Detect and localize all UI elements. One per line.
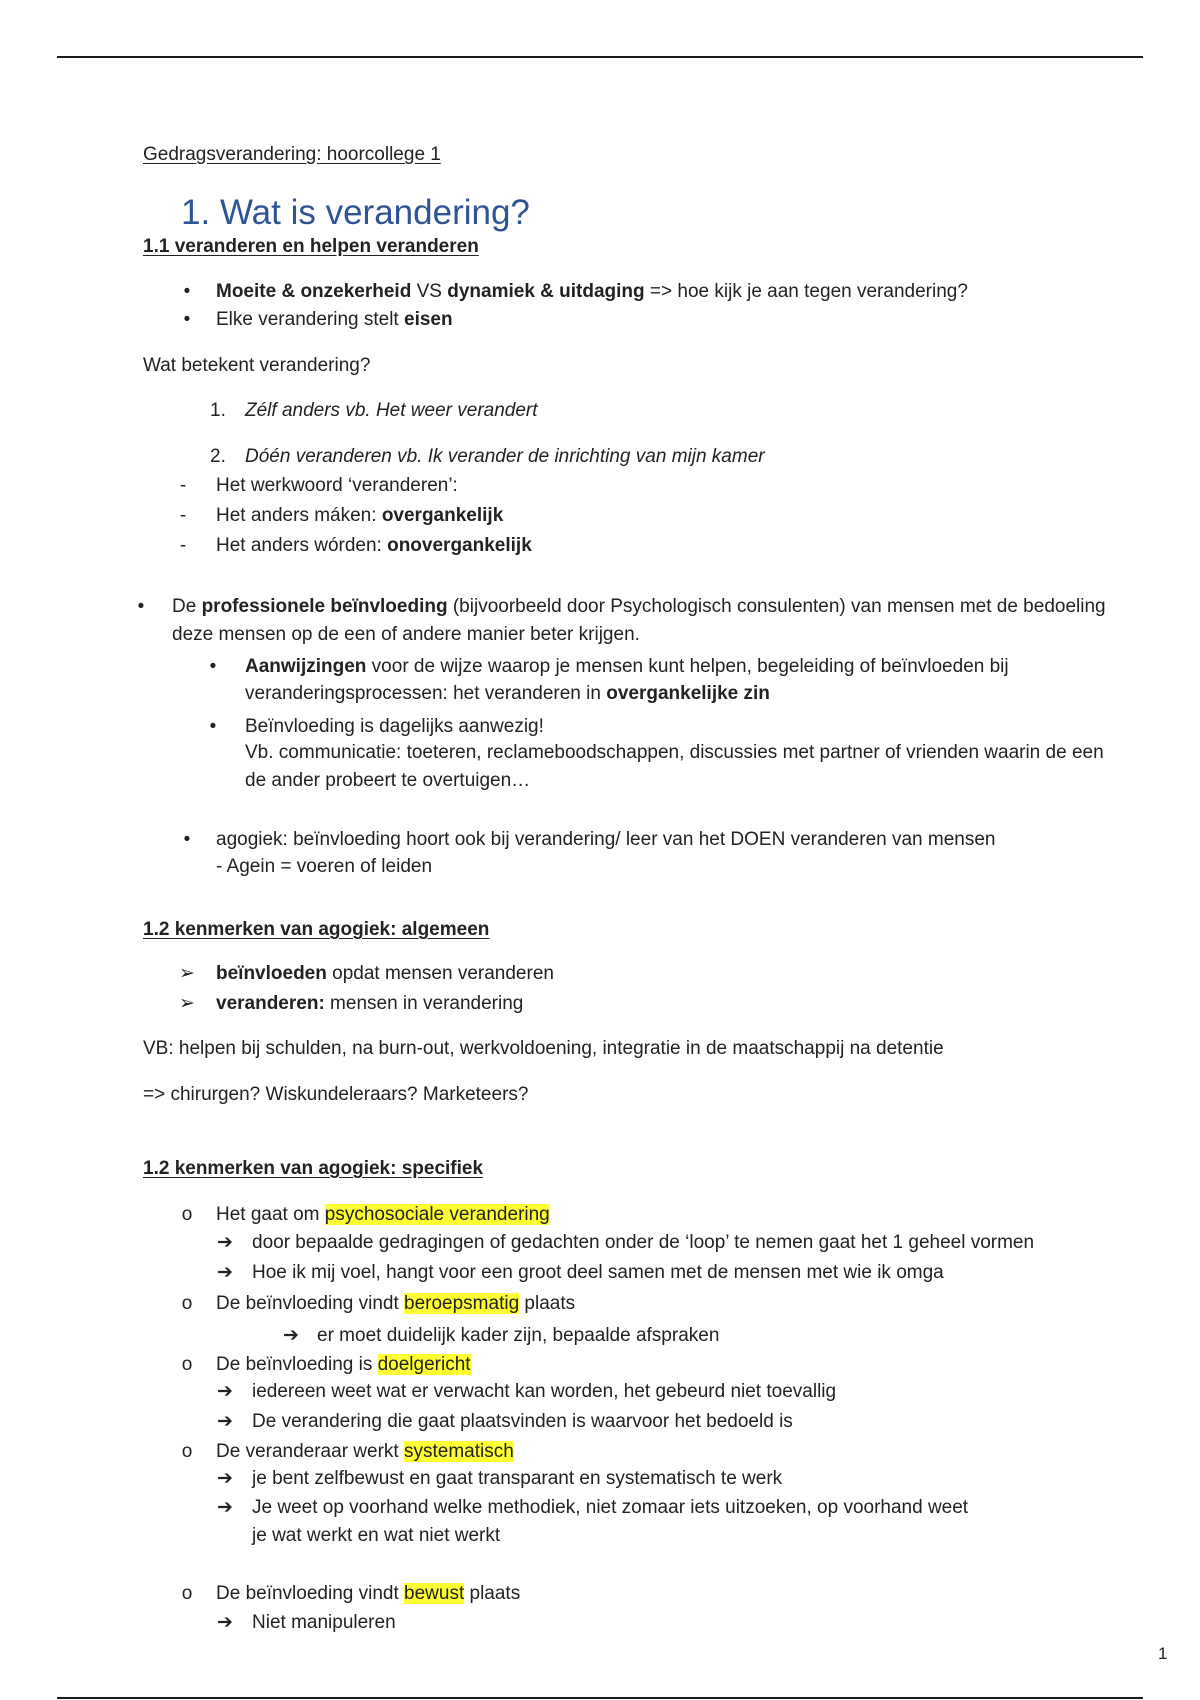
text: (bijvoorbeeld door Psychologisch consulenten) van mensen met de bedoeling [447, 596, 1106, 617]
sub-list-item: iedereen weet wat er verwacht kan worden, het gebeurd niet toevallig [252, 1381, 837, 1402]
dash-marker: - [179, 475, 187, 496]
bold-text: dynamiek & uitdaging [447, 281, 645, 302]
list-item [216, 1438, 514, 1466]
circle-marker: o [181, 1354, 193, 1375]
arrowhead-marker: ➢ [179, 963, 195, 984]
dash-marker: - [179, 505, 187, 526]
bold-text: onovergankelijk [387, 535, 532, 556]
text: De beïnvloeding vindt [216, 1583, 405, 1604]
bold-text: overgankelijke zin [606, 683, 770, 704]
heading-text: Wat is verandering? [219, 193, 530, 232]
sub-list-item-continuation: je wat werkt en wat niet werkt [252, 1525, 501, 1546]
sub-list-item [245, 653, 1009, 681]
text: => hoe kijk je aan tegen verandering? [644, 281, 968, 302]
text: voor de wijze waarop je mensen kunt helpen, begeleiding of beïnvloeden bij [366, 656, 1009, 677]
list-item [172, 593, 1106, 621]
highlighted-text: systematisch [403, 1441, 514, 1462]
bold-text: Aanwijzingen [245, 656, 367, 677]
text: Het gaat om [216, 1204, 325, 1225]
arrow-marker: ➔ [283, 1325, 299, 1346]
footer-rule [57, 1697, 1143, 1699]
numbered-item-text: Dóén veranderen vb. Ik verander de inrichting van mijn kamer [245, 446, 765, 467]
bullet-marker: • [137, 596, 145, 617]
list-item [216, 960, 554, 988]
list-item [216, 472, 458, 500]
example-text: VB: helpen bij schulden, na burn-out, werkvoldoening, integratie in de maatschappij na detentie [143, 1038, 944, 1059]
list-item [216, 1351, 471, 1379]
bullet-marker: • [183, 829, 191, 850]
text: VS [411, 281, 448, 302]
text: Het anders wórden: [216, 535, 388, 556]
text: plaats [464, 1583, 521, 1604]
circle-marker: o [181, 1583, 193, 1604]
page-number: 1 [1158, 1644, 1168, 1663]
arrow-marker: ➔ [217, 1612, 233, 1633]
text: opdat mensen veranderen [326, 963, 554, 984]
section-title-1-2-specifiek: 1.2 kenmerken van agogiek: specifiek [143, 1158, 484, 1179]
list-item-continuation: deze mensen op de een of andere manier beter krijgen. [172, 624, 640, 645]
doc-title: Gedragsverandering: hoorcollege 1 [143, 144, 441, 165]
sub-list-item: er moet duidelijk kader zijn, bepaalde afspraken [317, 1325, 720, 1346]
arrow-marker: ➔ [217, 1411, 233, 1432]
list-item [216, 990, 523, 1018]
heading-1 [181, 191, 530, 235]
text: De beïnvloeding is [216, 1354, 378, 1375]
arrow-marker: ➔ [217, 1497, 233, 1518]
heading-number: 1. [181, 193, 211, 232]
sub-list-item: Niet manipuleren [252, 1612, 396, 1633]
text: mensen in verandering [324, 993, 524, 1014]
section-title-1-1: 1.1 veranderen en helpen veranderen [143, 236, 479, 257]
text: De [172, 596, 202, 617]
text: Het werkwoord ‘veranderen’: [216, 475, 458, 496]
sub-list-item: Beïnvloeding is dagelijks aanwezig! [245, 716, 544, 737]
highlighted-text: doelgericht [377, 1354, 471, 1375]
highlighted-text: bewust [404, 1583, 465, 1604]
arrow-marker: ➔ [217, 1381, 233, 1402]
bold-text: beïnvloeden [216, 963, 327, 984]
section-title-1-2-algemeen: 1.2 kenmerken van agogiek: algemeen [143, 919, 490, 940]
bold-text: veranderen: [216, 993, 325, 1014]
sub-list-item: door bepaalde gedragingen of gedachten onder de ‘loop’ te nemen gaat het 1 geheel vormen [252, 1232, 1035, 1253]
text: plaats [519, 1293, 576, 1314]
header-rule [57, 56, 1143, 58]
text: De beïnvloeding vindt [216, 1293, 405, 1314]
highlighted-text: beroepsmatig [404, 1293, 520, 1314]
arrowhead-marker: ➢ [179, 993, 195, 1014]
arrow-marker: ➔ [217, 1262, 233, 1283]
circle-marker: o [181, 1204, 193, 1225]
highlighted-text: psychosociale verandering [324, 1204, 550, 1225]
text: veranderingsprocessen: het veranderen in [245, 683, 607, 704]
text: De veranderaar werkt [216, 1441, 404, 1462]
sub-list-item: De verandering die gaat plaatsvinden is waarvoor het bedoeld is [252, 1411, 793, 1432]
sub-list-item: Je weet op voorhand welke methodiek, niet zomaar iets uitzoeken, op voorhand weet [252, 1497, 969, 1518]
text: Het anders máken: [216, 505, 382, 526]
list-item [216, 1580, 520, 1608]
numbered-item-text: Zélf anders vb. Het weer verandert [245, 400, 538, 421]
list-item [216, 306, 453, 334]
question-text: Wat betekent verandering? [143, 355, 371, 376]
bullet-marker: • [183, 281, 191, 302]
sub-list-item-continuation: de ander probeert te overtuigen… [245, 770, 531, 791]
list-item [216, 278, 968, 306]
list-item [216, 502, 503, 530]
text: Elke verandering stelt [216, 309, 404, 330]
sub-list-item: je bent zelfbewust en gaat transparant en systematisch te werk [252, 1468, 783, 1489]
circle-marker: o [181, 1441, 193, 1462]
bullet-marker: • [183, 309, 191, 330]
sub-list-item-continuation [245, 680, 770, 708]
bullet-marker: • [209, 716, 217, 737]
question-text: => chirurgen? Wiskundeleraars? Marketeers? [143, 1084, 529, 1105]
bold-text: overgankelijk [381, 505, 504, 526]
numbered-item-number: 1. [210, 400, 226, 421]
list-item: agogiek: beïnvloeding hoort ook bij verandering/ leer van het DOEN veranderen van mensen [216, 829, 996, 850]
list-item-continuation: - Agein = voeren of leiden [216, 856, 433, 877]
sub-list-item: Hoe ik mij voel, hangt voor een groot deel samen met de mensen met wie ik omga [252, 1262, 944, 1283]
bold-text: professionele beïnvloeding [201, 596, 448, 617]
bold-text: eisen [404, 309, 453, 330]
arrow-marker: ➔ [217, 1232, 233, 1253]
arrow-marker: ➔ [217, 1468, 233, 1489]
list-item [216, 532, 532, 560]
numbered-item-number: 2. [210, 446, 226, 467]
sub-list-item-continuation: Vb. communicatie: toeteren, reclameboodschappen, discussies met partner of vrienden waarin de een [245, 742, 1104, 763]
dash-marker: - [179, 535, 187, 556]
bold-text: Moeite & onzekerheid [216, 281, 412, 302]
circle-marker: o [181, 1293, 193, 1314]
list-item [216, 1290, 575, 1318]
bullet-marker: • [209, 656, 217, 677]
list-item [216, 1201, 550, 1229]
